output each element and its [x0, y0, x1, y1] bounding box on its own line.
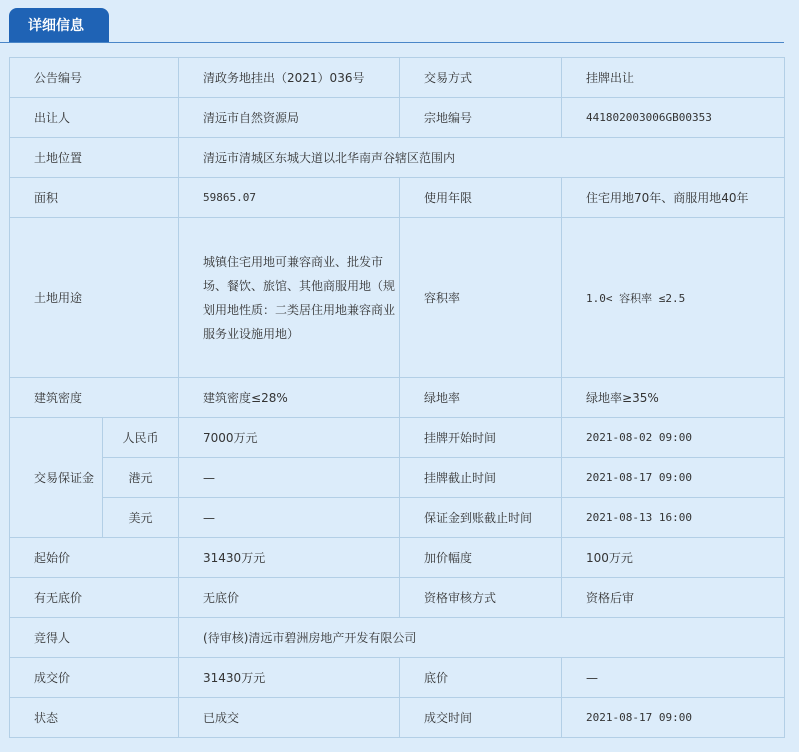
area-label: 面积	[10, 178, 179, 218]
increment-label: 加价幅度	[400, 538, 562, 578]
table-row	[10, 218, 785, 378]
start-price-label: 起始价	[10, 538, 179, 578]
deposit-usd-label: 美元	[103, 498, 179, 538]
table-row	[10, 138, 785, 178]
deal-time-label: 成交时间	[400, 698, 562, 738]
deposit-usd-value: —	[179, 498, 400, 538]
notice-no-value: 清政务地挂出（2021）036号	[179, 58, 400, 98]
table-row	[10, 578, 785, 618]
winner-value: (待审核)清远市碧洲房地产开发有限公司	[179, 618, 785, 658]
trade-method-value: 挂牌出让	[562, 58, 785, 98]
location-label: 土地位置	[10, 138, 179, 178]
qualify-value: 资格后审	[562, 578, 785, 618]
term-value: 住宅用地70年、商服用地40年	[562, 178, 785, 218]
far-label: 容积率	[400, 218, 562, 378]
far-value: 1.0< 容积率 ≤2.5	[562, 218, 785, 378]
table-row	[10, 178, 785, 218]
floor-price-value: —	[562, 658, 785, 698]
qualify-label: 资格审核方式	[400, 578, 562, 618]
reserve-value: 无底价	[179, 578, 400, 618]
reserve-label: 有无底价	[10, 578, 179, 618]
deal-price-value: 31430万元	[179, 658, 400, 698]
table-row	[10, 538, 785, 578]
table-row	[10, 498, 785, 538]
seller-label: 出让人	[10, 98, 179, 138]
winner-label: 竞得人	[10, 618, 179, 658]
deposit-hkd-label: 港元	[103, 458, 179, 498]
list-start-label: 挂牌开始时间	[400, 418, 562, 458]
notice-no-label: 公告编号	[10, 58, 179, 98]
status-label: 状态	[10, 698, 179, 738]
table-row	[10, 658, 785, 698]
trade-method-label: 交易方式	[400, 58, 562, 98]
table-row	[10, 418, 785, 458]
deal-time-value: 2021-08-17 09:00	[562, 698, 785, 738]
tab-detail-info[interactable]: 详细信息	[9, 8, 109, 42]
location-value: 清远市清城区东城大道以北华南声谷辖区范围内	[179, 138, 785, 178]
table-row	[10, 378, 785, 418]
deposit-rmb-value: 7000万元	[179, 418, 400, 458]
table-row	[10, 698, 785, 738]
seller-value: 清远市自然资源局	[179, 98, 400, 138]
floor-price-label: 底价	[400, 658, 562, 698]
table-row	[10, 458, 785, 498]
list-start-value: 2021-08-02 09:00	[562, 418, 785, 458]
increment-value: 100万元	[562, 538, 785, 578]
parcel-no-label: 宗地编号	[400, 98, 562, 138]
detail-info-table	[9, 57, 785, 738]
term-label: 使用年限	[400, 178, 562, 218]
list-end-value: 2021-08-17 09:00	[562, 458, 785, 498]
status-value: 已成交	[179, 698, 400, 738]
deposit-hkd-value: —	[179, 458, 400, 498]
table-row	[10, 58, 785, 98]
deal-price-label: 成交价	[10, 658, 179, 698]
tab-bar	[0, 0, 784, 43]
green-value: 绿地率≥35%	[562, 378, 785, 418]
density-value: 建筑密度≤28%	[179, 378, 400, 418]
start-price-value: 31430万元	[179, 538, 400, 578]
deposit-deadline-label: 保证金到账截止时间	[400, 498, 562, 538]
area-value: 59865.07	[179, 178, 400, 218]
density-label: 建筑密度	[10, 378, 179, 418]
deposit-label: 交易保证金	[10, 418, 103, 538]
table-row	[10, 618, 785, 658]
deposit-rmb-label: 人民币	[103, 418, 179, 458]
green-label: 绿地率	[400, 378, 562, 418]
table-row	[10, 98, 785, 138]
land-use-label: 土地用途	[10, 218, 179, 378]
land-use-value: 城镇住宅用地可兼容商业、批发市场、餐饮、旅馆、其他商服用地（规划用地性质：二类居住用地兼容商业服务业设施用地）	[179, 218, 400, 378]
list-end-label: 挂牌截止时间	[400, 458, 562, 498]
deposit-deadline-value: 2021-08-13 16:00	[562, 498, 785, 538]
parcel-no-value: 441802003006GB00353	[562, 98, 785, 138]
